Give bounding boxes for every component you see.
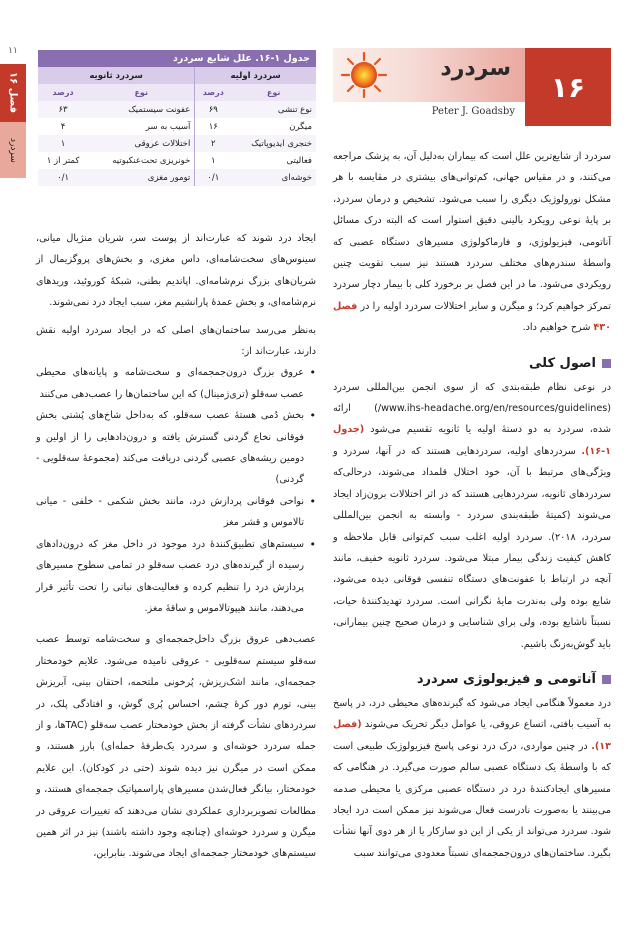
table-row xyxy=(38,152,316,169)
table-cell: فعالیتی xyxy=(231,152,316,169)
primary-structures-intro: به‌نظر می‌رسد ساختمان‌های اصلی که در ایجاد سردرد اولیه نقش دارند، عبارت‌اند از: xyxy=(36,324,316,358)
table-cell: ۶۳ xyxy=(38,101,88,118)
table-cell: ۰/۱ xyxy=(195,169,231,186)
anatomy-text-cont: در چنین مواردی، درک درد نوعی پاسخ فیزیولوژیک طبیعی است که با واسطهٔ یک دستگاه عصبی سالم صورت می‌گیرد. در هنگامی که مسیرهای ایجادکنندهٔ درد در دستگاه عصبی مرکزی یا محیطی صدمه می‌بینند یا به‌صورت نادرست فعال می‌شوند نیز ممکن است درد ایجاد شود. سردرد می‌تواند از یکی از این دو سازکار یا از هر دوی آنها نشأت بگیرد. ساختمان‌های درون‌جمجمه‌ای نسبتاً معدودی می‌توانند سبب xyxy=(333,740,611,859)
col-percent: درصد xyxy=(38,84,88,101)
chapter-ref-link[interactable]: فصل ۴۳۰ xyxy=(333,300,611,334)
table-cell: خوشه‌ای xyxy=(231,169,316,186)
list-item: • بخش دُمی هستهٔ عصب سه‌قلو، که به‌داخل شاخ‌های پُشتی بخش فوقانی نخاع گردنی گسترش یافته و درون‌دادهایی را از اولین و دومین ریشه‌های عصبی گردنی دریافت می‌کند (مجموعهٔ سه‌قلویی - گردنی) xyxy=(36,405,316,491)
col-type: نوع xyxy=(88,84,195,101)
side-chapter-label: فصل ۱۶ xyxy=(0,64,26,122)
general-text: در نوعی نظام طبقه‌بندی که از سوی انجمن بین‌المللی سردرد (www.ihs-headache.org/en/resources/guidelines/) ارائه شده، سردرد به دو دستهٔ اولیه یا ثانویه تقسیم می‌شود xyxy=(333,381,611,436)
list-item: • نواحی فوقانی پردازش درد، مانند بخش شکمی - خلفی - میانی تالاموس و قشر مغز xyxy=(36,491,316,534)
list-item: • عروق بزرگ درون‌جمجمه‌ای و سخت‌شامه و پایانه‌های محیطی عصب سه‌قلو (تری‌ژمینال) که این ساختمان‌ها را عصب‌دهی می‌کنند xyxy=(36,362,316,405)
table-row xyxy=(38,169,316,186)
section-title: آناتومی و فیزیولوژی سردرد xyxy=(416,672,596,688)
structures-paragraph: ایجاد درد شوند که عبارت‌اند از پوست سر، شریان منژیال میانی، سینوس‌های سخت‌شامه‌ای، داس مغزی، و بخش‌های پروگزیمال از شریان‌های بزرگ نرم‌شامه‌ای. اپاندیم بطنی، شبکهٔ کوروئید، وریدهای نرم‌شامه‌ای، و بخش عمدهٔ پارانشیم مغز، سبب ایجاد درد نمی‌شوند. xyxy=(36,233,316,309)
intro-paragraph xyxy=(333,146,611,339)
table-cell: خونریزی تحت‌عنکبوتیه xyxy=(88,152,195,169)
list-item: • سیستم‌های تطبیق‌کنندهٔ درد موجود در داخل مغز که درون‌دادهای رسیده از گیرنده‌های درد عصب سه‌قلو در تمامی سطوح مسیرهای پردازش درد را تنظیم کرده و فعالیت‌های نباتی را تحت تأثیر قرار می‌دهند، مانند هیپوتالاموس و ساقهٔ مغز. xyxy=(36,534,316,620)
table-row xyxy=(38,135,316,152)
table-caption: جدول ۱-۱۶. علل شایع سردرد xyxy=(38,50,316,67)
table-cell: اختلالات عروقی xyxy=(88,135,195,152)
table-cell: ۰/۱ xyxy=(38,169,88,186)
table-row xyxy=(38,118,316,135)
chapter-ref-link[interactable]: (فصل ۱۳). xyxy=(333,719,611,752)
side-tab xyxy=(0,0,26,926)
trigeminovascular-paragraph: عصب‌دهی عروق بزرگ داخل‌جمجمه‌ای و سخت‌شامه توسط عصب سه‌قلو سیستم سه‌قلویی - عروقی نامیده می‌شود. علایم خودمختار جمجمه‌ای، مانند اشک‌ریزش، پُرخونی ملتحمه، احتقان بینی، آبریزش بینی، تورم دور کرهٔ چشم، احساس پُری گوش، و افتادگی پلک، در سردردهای نشأت گرفته از بخش خودمختار عصب سه‌قلو (TACها، و از جمله سردرد خوشه‌ای و سردرد یک‌طرفهٔ حمله‌ای) بارز هستند، و ممکن است در میگرن نیز دیده شوند (حتی در کودکان). این علایم خودمختار، بیانگر فعال‌شدن مسیرهای پاراسمپاتیک جمجمه‌ای هستند، و مطالعات تصویربرداری عملکردی نشان می‌دهند که تغییرات عروقی در میگرن و سردرد خوشه‌ای (چنانچه وجود داشته باشند) نیز در اثر همین سیستم‌های خودمختار جمجمه‌ای ایجاد می‌شوند. بنابراین، xyxy=(36,634,316,860)
table-cell: تومور مغزی xyxy=(88,169,195,186)
table-cell: ۲ xyxy=(195,135,231,152)
heading-square-icon xyxy=(602,359,611,368)
intro-text: سردرد از شایع‌ترین علل است که بیماران به‌دلیل آن، به پزشک مراجعه می‌کنند، و در مقیاس جهانی، کم‌توانی‌های بیشتری در مقایسه با هر مشکل نورولوژیک دیگری را سبب می‌شود. تشخیص و درمان سردرد، بر پایهٔ نوعی رویکرد بالینی دقیق استوار است که البته درک مسائل آناتومی، فیزیولوژی، و فارماکولوژی مسیرهای دستگاه عصبی که واسطهٔ سندرم‌های مختلف سردرد هستند نیز سبب تقویت چنین رویکردی می‌شود. ما در این فصل بر برخورد کلی با بیمار دچار سردرد تمرکز خواهیم کرد؛ و میگرن و سایر اختلالات سردرد اولیه را در xyxy=(333,151,611,312)
table-cell: ۴ xyxy=(38,118,88,135)
general-text-cont: سردردهای اولیه، سردردهایی هستند که در آنها، سردرد و ویژگی‌های مرتبط با آن، خود اختلال قلمداد می‌شوند، درحالی‌که سردردهای ثانویه، سردردهایی هستند که در اثر اختلالات برون‌زاد ایجاد می‌شوند (کمیتهٔ طبقه‌بندی سردرد - وابسته به انجمن بین‌المللی سردرد، ۲۰۱۸). سردرد اولیه اغلب سبب کم‌توانی قابل ملاحظه و کاهش کیفیت زندگی بیمار مبتلا می‌شود. سردرد ثانویه خفیف، مانند آنچه در ارتباط با عفونت‌های دستگاه تنفسی فوقانی دیده می‌شود، شایع بوده ولی به‌ندرت مایهٔ نگرانی است. سردرد تهدیدکنندهٔ حیات، نسبتاً ناشایع بوده، ولی برای شناسایی و درمان صحیح چنین بیمارانی، باید گوش‌به‌زنگ باشیم. xyxy=(333,445,611,650)
primary-header: سردرد اولیه xyxy=(195,67,316,84)
heading-square-icon xyxy=(602,675,611,684)
causes-table xyxy=(38,50,316,186)
section-title: اصول کلی xyxy=(529,355,596,371)
chapter-author: Peter J. Goadsby xyxy=(431,106,515,117)
causes-table-grid xyxy=(38,67,316,186)
table-cell: نوع تنشی xyxy=(231,101,316,118)
section-heading-general xyxy=(333,353,611,375)
sun-illustration xyxy=(341,52,387,98)
side-topic-label: سردرد xyxy=(0,122,26,178)
table-cell: عفونت سیستمیک xyxy=(88,101,195,118)
col-percent: درصد xyxy=(195,84,231,101)
structures-list xyxy=(36,362,316,619)
table-cell: کمتر از ۱ xyxy=(38,152,88,169)
table-cell: میگرن xyxy=(231,118,316,135)
col-type: نوع xyxy=(231,84,316,101)
table-cell: ۱ xyxy=(195,152,231,169)
anatomy-text: درد معمولاً هنگامی ایجاد می‌شود که گیرنده‌های محیطی درد، در پاسخ به آسیب بافتی، اتساع عروقی، یا عوامل دیگر تحریک می‌شوند xyxy=(333,697,611,731)
table-cell: ۱۶ xyxy=(195,118,231,135)
left-column xyxy=(36,228,316,865)
intro-end-text: شرح خواهیم داد. xyxy=(522,322,591,334)
secondary-header: سردرد ثانویه xyxy=(38,67,195,84)
general-paragraph xyxy=(333,377,611,655)
table-cell: ۶۹ xyxy=(195,101,231,118)
table-cell: خنجری ایدیوپاتیک xyxy=(231,135,316,152)
section-heading-anatomy xyxy=(333,669,611,691)
chapter-header xyxy=(333,48,611,126)
table-ref-link[interactable]: (جدول ۱-۱۶). xyxy=(333,424,611,457)
right-column xyxy=(333,146,611,864)
chapter-title: سردرد xyxy=(440,56,511,81)
anatomy-paragraph xyxy=(333,693,611,864)
table-cell: آسیب به سر xyxy=(88,118,195,135)
table-cell: ۱ xyxy=(38,135,88,152)
table-row xyxy=(38,101,316,118)
chapter-title-bar xyxy=(333,48,525,102)
page-number: ۱۱ xyxy=(8,46,18,56)
chapter-number: ۱۶ xyxy=(525,48,611,126)
